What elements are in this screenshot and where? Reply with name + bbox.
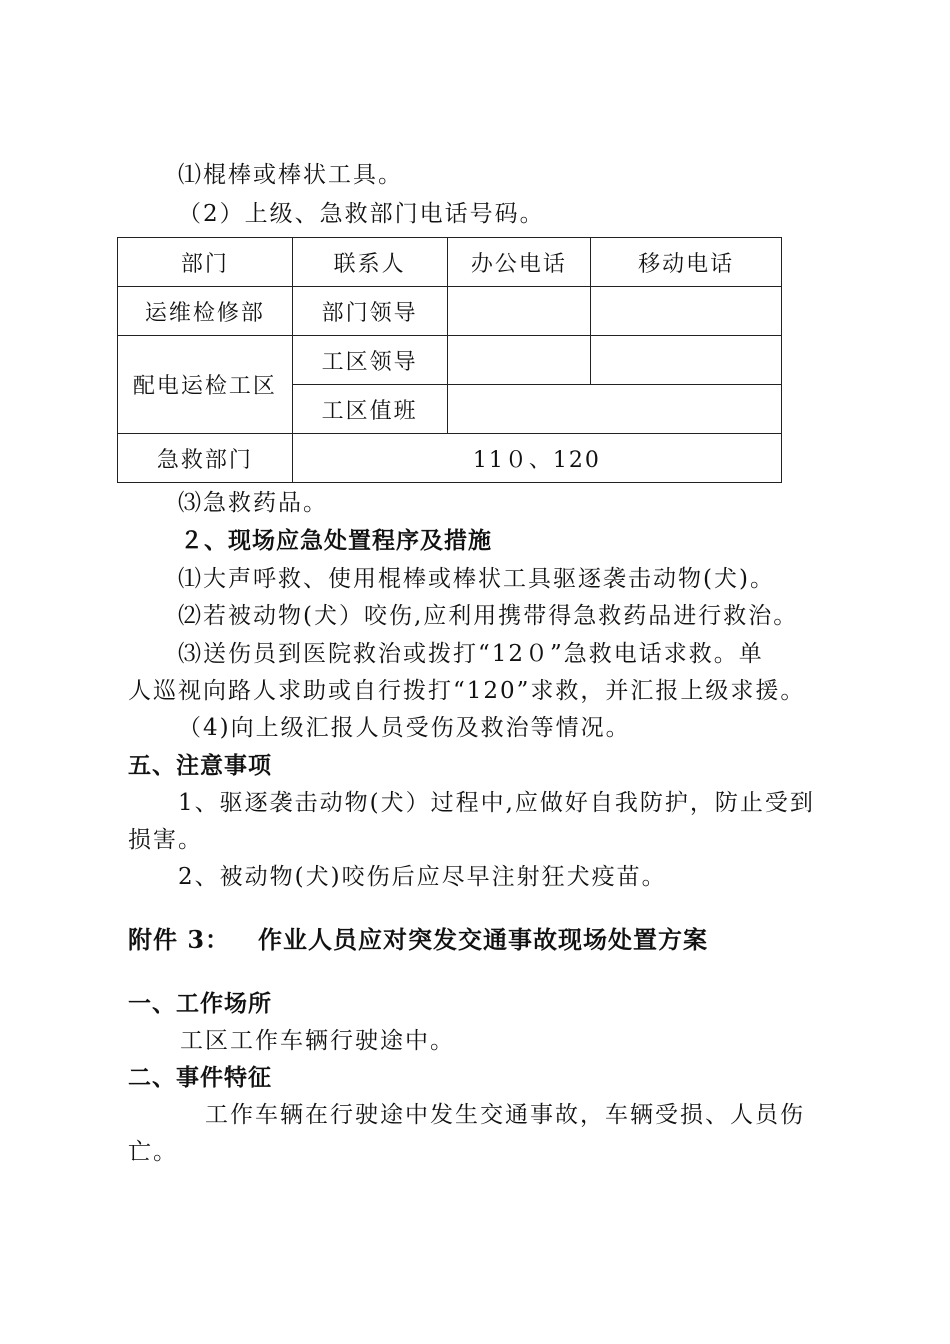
office-phone-cell bbox=[447, 287, 591, 336]
text-line-event: 工作车辆在行驶途中发生交通事故，车辆受损、人员伤 bbox=[205, 1102, 805, 1128]
section-heading-notes: 五、注意事项 bbox=[128, 753, 272, 779]
header-office-phone: 办公电话 bbox=[447, 238, 591, 287]
text-line-phone-numbers: （2）上级、急救部门电话号码。 bbox=[178, 201, 545, 227]
table-row bbox=[118, 434, 782, 483]
office-phone-cell bbox=[447, 336, 591, 385]
table-row bbox=[118, 287, 782, 336]
text-line-procedure-4: （4)向上级汇报人员受伤及救治等情况。 bbox=[178, 715, 631, 741]
contact-table bbox=[117, 237, 782, 483]
text-line-procedure-2: ⑵若被动物(犬）咬伤,应利用携带得急救药品进行救治。 bbox=[178, 603, 799, 629]
text-line-note-2: 2、被动物(犬)咬伤后应尽早注射狂犬疫苗。 bbox=[178, 864, 667, 890]
mobile-phone-cell bbox=[591, 287, 782, 336]
section-heading-event: 二、事件特征 bbox=[128, 1065, 272, 1091]
text-line-event-cont: 亡。 bbox=[128, 1139, 178, 1165]
phone-cell bbox=[447, 385, 782, 434]
section-heading-workplace: 一、工作场所 bbox=[128, 991, 272, 1017]
header-contact: 联系人 bbox=[292, 238, 447, 287]
text-line-note-1: 1、驱逐袭击动物(犬）过程中,应做好自我防护，防止受到 bbox=[178, 790, 815, 816]
contact-cell: 工区值班 bbox=[292, 385, 447, 434]
dept-cell: 运维检修部 bbox=[118, 287, 293, 336]
table-row bbox=[118, 336, 782, 385]
text-line-procedure-1: ⑴大声呼救、使用棍棒或棒状工具驱逐袭击动物(犬)。 bbox=[178, 566, 775, 592]
text-line-workplace: 工区工作车辆行驶途中。 bbox=[180, 1028, 455, 1054]
appendix-label: 附件 3： bbox=[128, 925, 231, 954]
appendix-title: 作业人员应对突发交通事故现场处置方案 bbox=[258, 925, 708, 954]
text-line-procedure-3-cont: 人巡视向路人求助或自行拨打“120”求救，并汇报上级求援。 bbox=[128, 678, 806, 704]
text-line-tools: ⑴棍棒或棒状工具。 bbox=[178, 162, 403, 188]
header-dept: 部门 bbox=[118, 238, 293, 287]
dept-cell: 配电运检工区 bbox=[118, 336, 293, 434]
header-mobile-phone: 移动电话 bbox=[591, 238, 782, 287]
text-line-medicine: ⑶急救药品。 bbox=[178, 490, 328, 516]
contact-cell: 部门领导 bbox=[292, 287, 447, 336]
text-line-note-1-cont: 损害。 bbox=[128, 827, 203, 853]
contact-cell: 工区领导 bbox=[292, 336, 447, 385]
emergency-numbers-cell: 11０、120 bbox=[292, 434, 781, 483]
section-heading-procedure: ２、现场应急处置程序及措施 bbox=[180, 528, 492, 554]
text-line-procedure-3: ⑶送伤员到医院救治或拨打“12０”急救电话求救。单 bbox=[178, 641, 764, 667]
mobile-phone-cell bbox=[591, 336, 782, 385]
table-header-row bbox=[118, 238, 782, 287]
dept-cell: 急救部门 bbox=[118, 434, 293, 483]
